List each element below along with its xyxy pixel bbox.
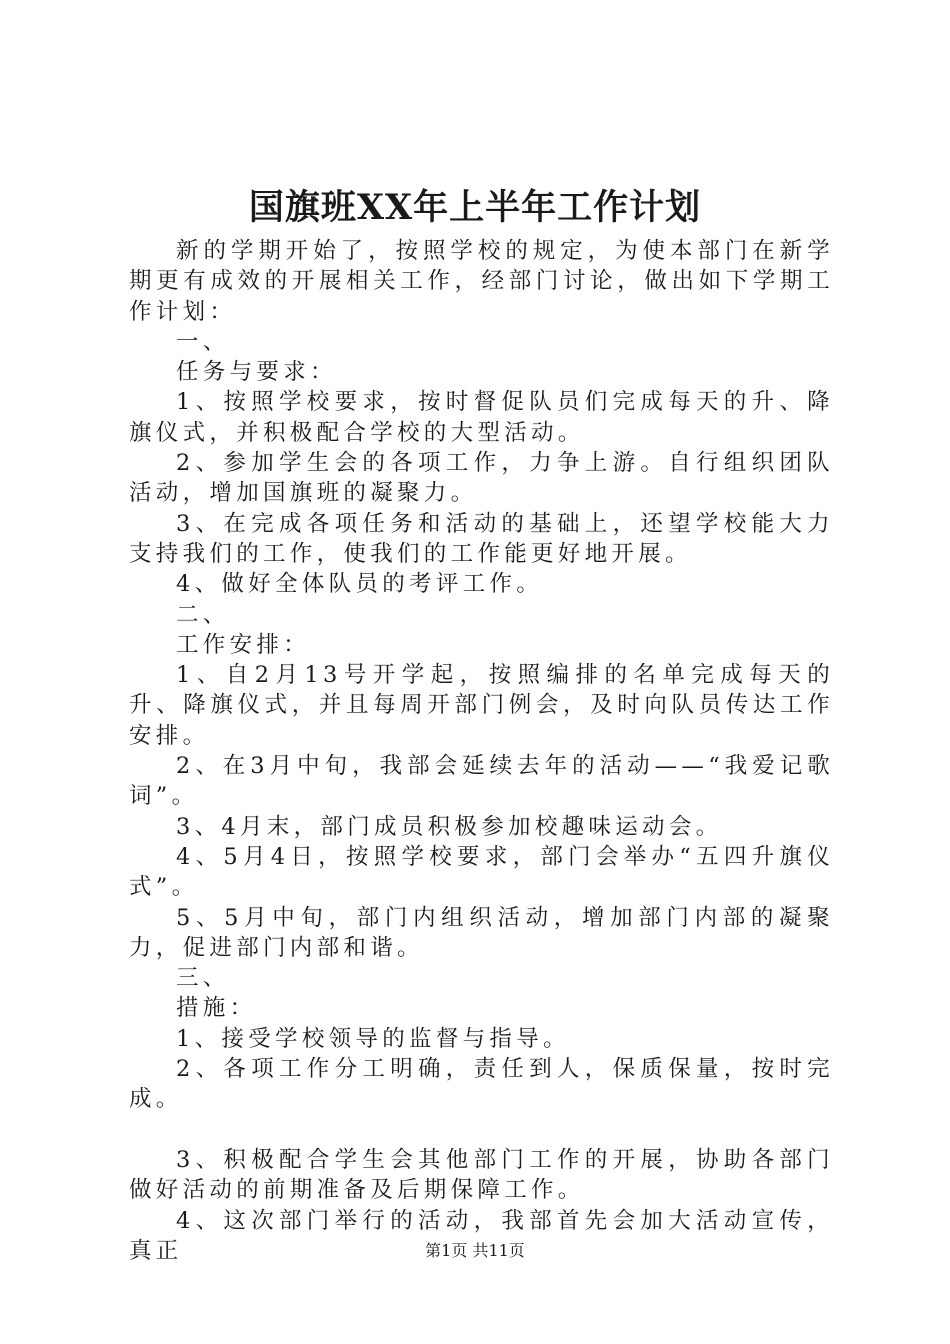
section-number-3: 三、 [176, 965, 230, 992]
measure-item-1: 1、接受学校领导的监督与指导。 [176, 1025, 570, 1052]
measure-item-4: 4、这次部门举行的活动，我部首先会加大活动宣传，真正 [129, 1207, 834, 1264]
arrangement-item-2: 2、在3月中旬，我部会延续去年的活动——“我爱记歌词”。 [129, 753, 834, 810]
arrangement-item-5: 5、5月中旬，部门内组织活动，增加部门内部的凝聚力，促进部门内部和谐。 [129, 904, 834, 961]
measure-item-2: 2、各项工作分工明确，责任到人，保质保量，按时完成。 [129, 1056, 834, 1113]
task-item-3: 3、在完成各项任务和活动的基础上，还望学校能大力支持我们的工作，使我们的工作能更好地开展。 [129, 510, 834, 567]
arrangement-item-1: 1、自2月13号开学起，按照编排的名单完成每天的升、降旗仪式，并且每周开部门例会，及时向队员传达工作安排。 [129, 662, 834, 749]
measure-item-3: 3、积极配合学生会其他部门工作的开展，协助各部门做好活动的前期准备及后期保障工作。 [129, 1146, 834, 1204]
blank-line [129, 1115, 834, 1145]
document-body [129, 236, 834, 1266]
section-heading-measures: 措施： [176, 995, 257, 1022]
section-heading-arrangement: 工作安排： [176, 631, 311, 658]
task-item-2: 2、参加学生会的各项工作，力争上游。自行组织团队活动，增加国旗班的凝聚力。 [129, 450, 834, 507]
document-title: 国旗班XX年上半年工作计划 [248, 187, 702, 228]
page-number-footer: 第1页 共11页 [425, 1241, 525, 1260]
intro-paragraph: 新的学期开始了，按照学校的规定，为使本部门在新学期更有成效的开展相关工作，经部门讨论，做出如下学期工作计划： [129, 238, 834, 325]
task-item-4: 4、做好全体队员的考评工作。 [176, 571, 544, 598]
section-number-2: 二、 [176, 601, 230, 628]
section-number-1: 一、 [176, 328, 230, 355]
section-heading-tasks: 任务与要求： [176, 359, 337, 386]
arrangement-item-4: 4、5月4日，按照学校要求，部门会举办“五四升旗仪式”。 [129, 843, 834, 901]
task-item-1: 1、按照学校要求，按时督促队员们完成每天的升、降旗仪式，并积极配合学校的大型活动。 [129, 389, 834, 446]
arrangement-item-3: 3、4月末，部门成员积极参加校趣味运动会。 [176, 813, 723, 840]
